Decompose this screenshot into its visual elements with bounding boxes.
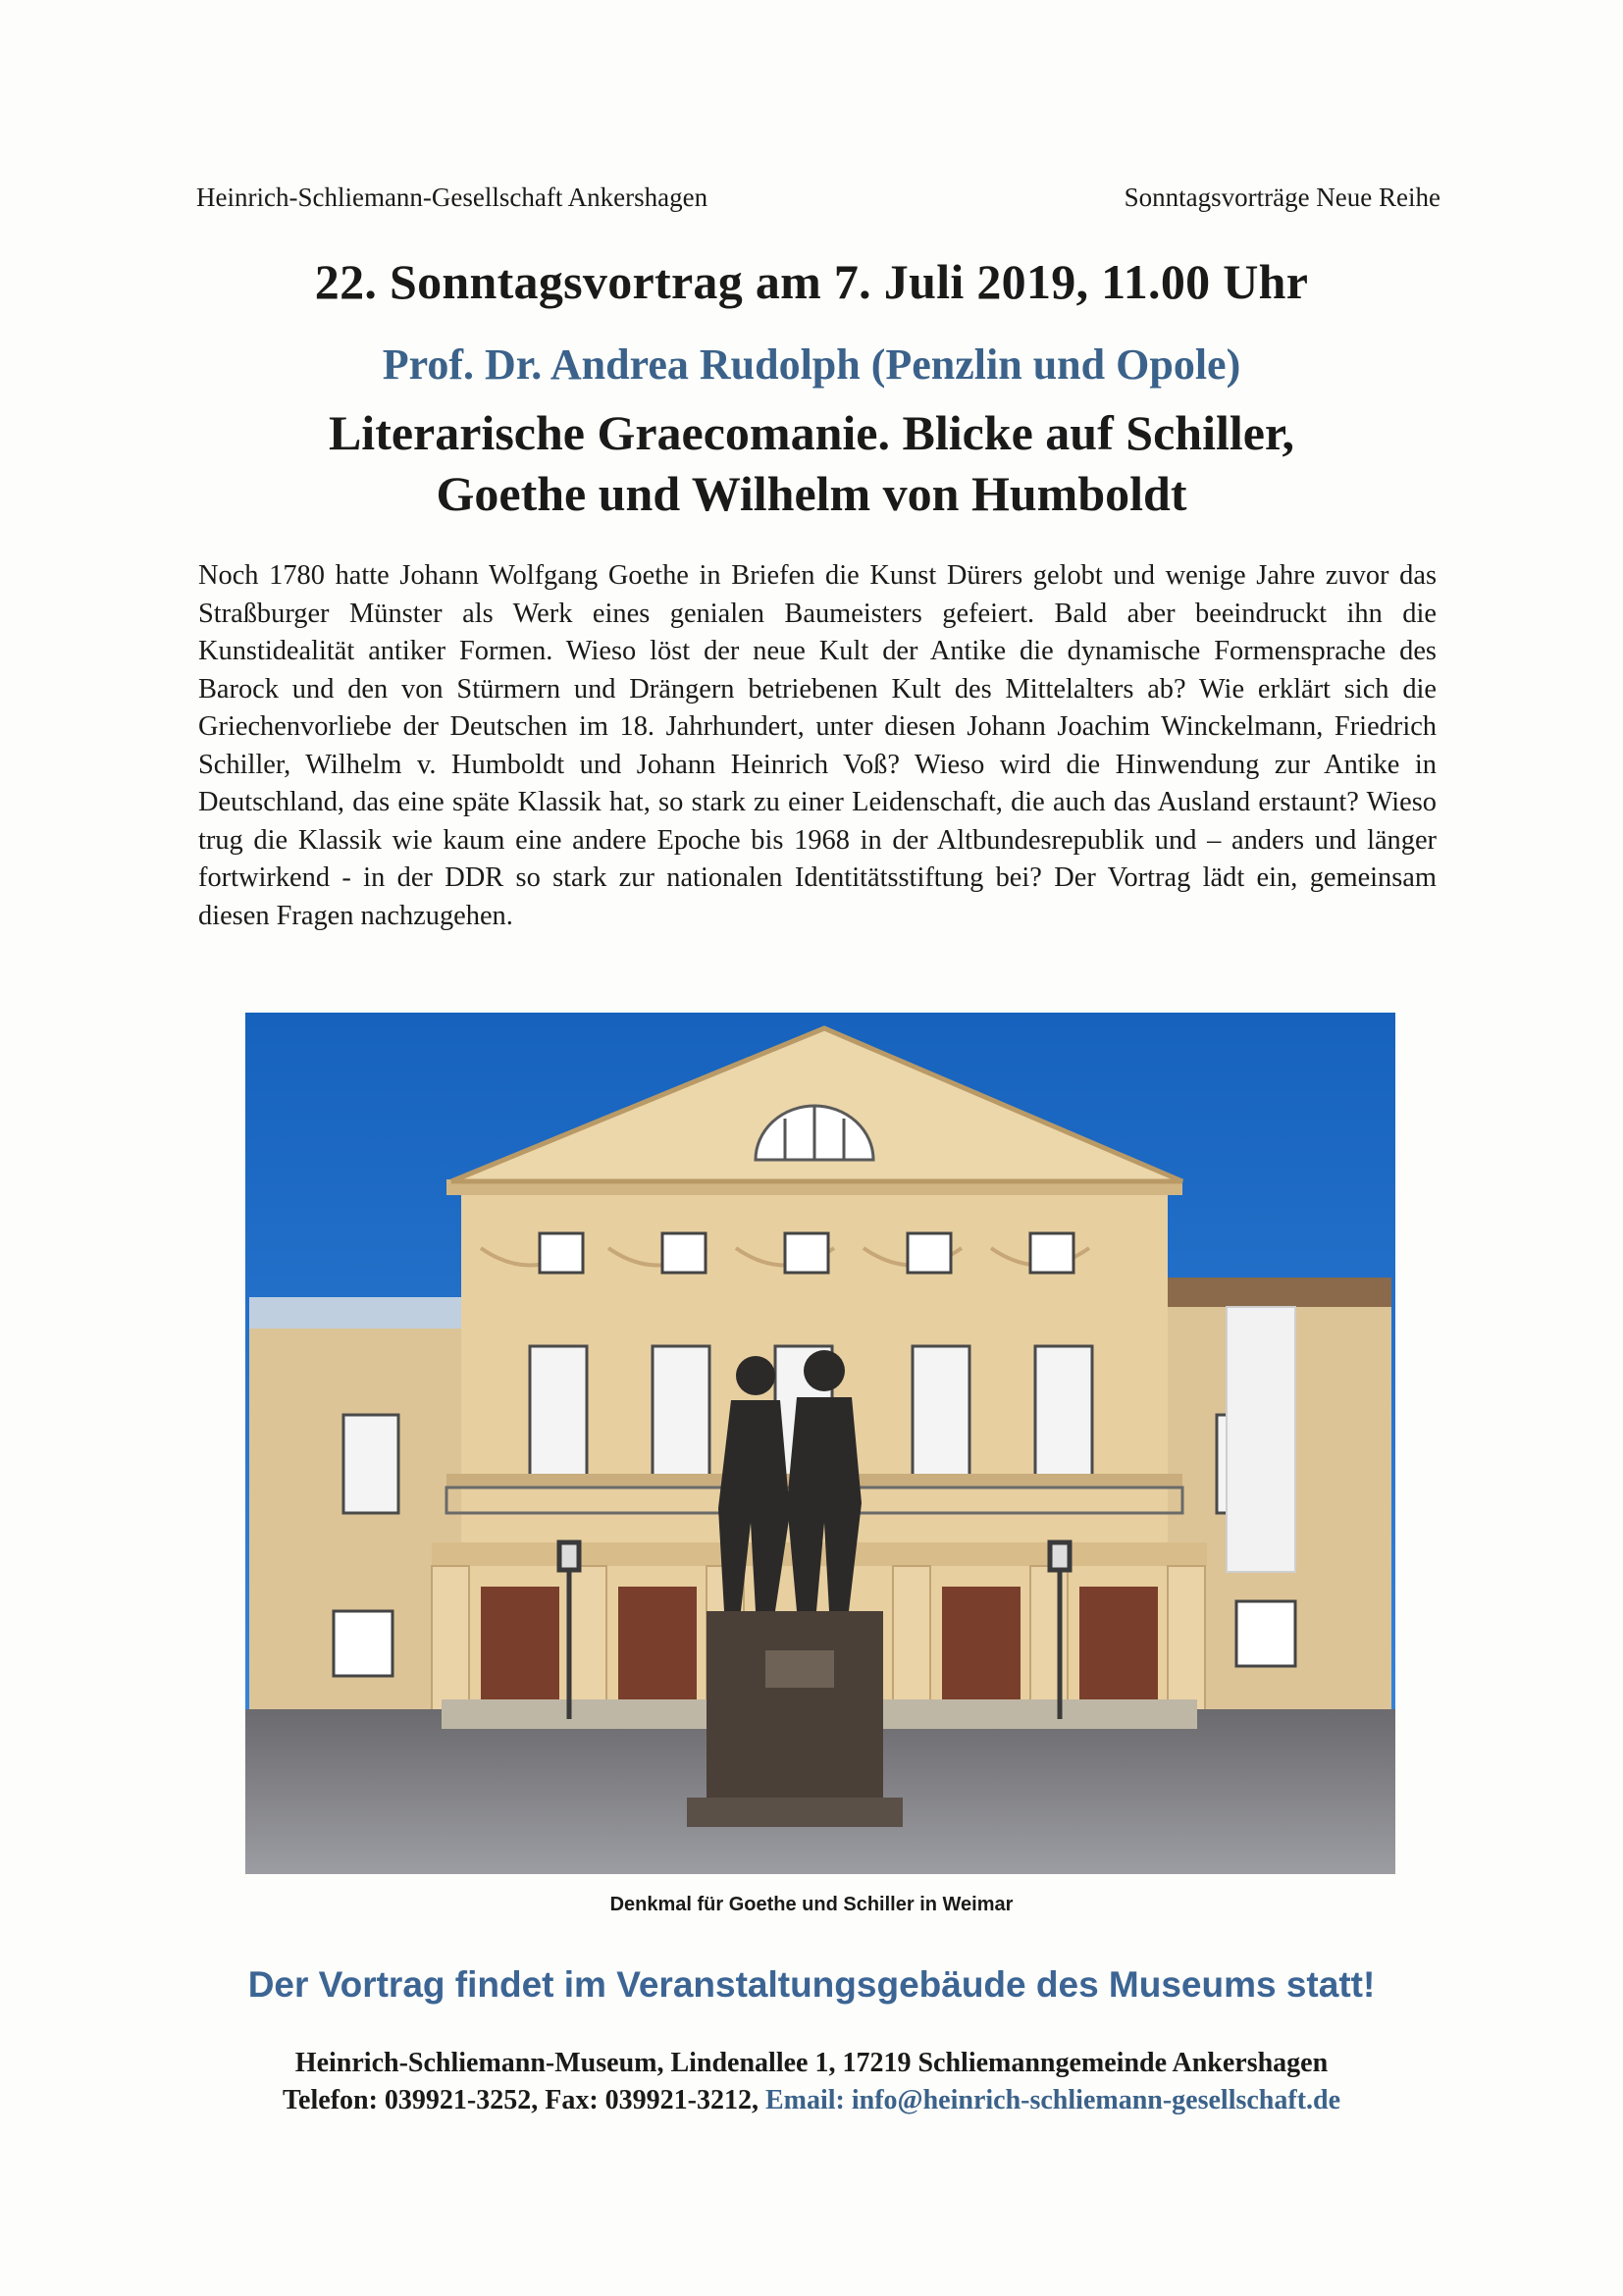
topic-line-1: Literarische Graecomanie. Blicke auf Schiller, xyxy=(328,405,1295,460)
phone-fax: Telefon: 039921-3252, Fax: 039921-3212, xyxy=(282,2085,759,2115)
contact-line xyxy=(0,2082,1623,2119)
contact-footer xyxy=(0,2045,1623,2119)
museum-address: Heinrich-Schliemann-Museum, Lindenallee 1, 17219 Schliemanngemeinde Ankershagen xyxy=(294,2048,1329,2078)
speaker-name: Prof. Dr. Andrea Rudolph (Penzlin und Opole) xyxy=(382,340,1241,389)
header-society: Heinrich-Schliemann-Gesellschaft Ankershagen xyxy=(196,183,708,212)
header-series: Sonntagsvorträge Neue Reihe xyxy=(1124,183,1440,212)
email-link[interactable]: Email: info@heinrich-schliemann-gesellschaft.de xyxy=(765,2085,1341,2115)
theatre-photo xyxy=(245,1013,1395,1874)
topic-line-2: Goethe und Wilhelm von Humboldt xyxy=(436,466,1187,521)
pedestal xyxy=(707,1611,883,1807)
venue-announcement: Der Vortrag findet im Veranstaltungsgebäude des Museums statt! xyxy=(247,1964,1376,2005)
photo-caption: Denkmal für Goethe und Schiller in Weimar xyxy=(609,1894,1014,1915)
lecture-abstract: Noch 1780 hatte Johann Wolfgang Goethe in Briefen die Kunst Dürers gelobt und wenige Jahre zuvor das Straßburger Münster als Werk eines genialen Baumeisters gefeiert. Bald aber beeindruckt ihn die Kunstidealität antiker Formen. Wieso löst der neue Kult der Antike die dynamische Formensprache des Barock und den von Stürmern und Drängern betriebenen Kult des Mittelalters ab? Wie erklärt sich die Griechenvorliebe der Deutschen im 18. Jahrhundert, unter diesen Johann Joachim Winckelmann, Friedrich Schiller, Wilhelm v. Humboldt und Johann Heinrich Voß? Wieso wird die Hinwendung zur Antike in Deutschland, das eine späte Klassik hat, so stark zu einer Leidenschaft, die auch das Ausland erstaunt? Wieso trug die Klassik wie kaum eine andere Epoche bis 1968 in der Altbundesrepublik und – anders und länger fortwirkend - in der DDR so stark zur nationalen Identitätsstiftung bei? Der Vortrag lädt ein, gemeinsam diesen Fragen nachzugehen. xyxy=(198,560,1437,931)
banner xyxy=(1227,1307,1295,1572)
lecture-topic xyxy=(0,402,1623,524)
lecture-title: 22. Sonntagsvortrag am 7. Juli 2019, 11.00 Uhr xyxy=(314,254,1309,309)
